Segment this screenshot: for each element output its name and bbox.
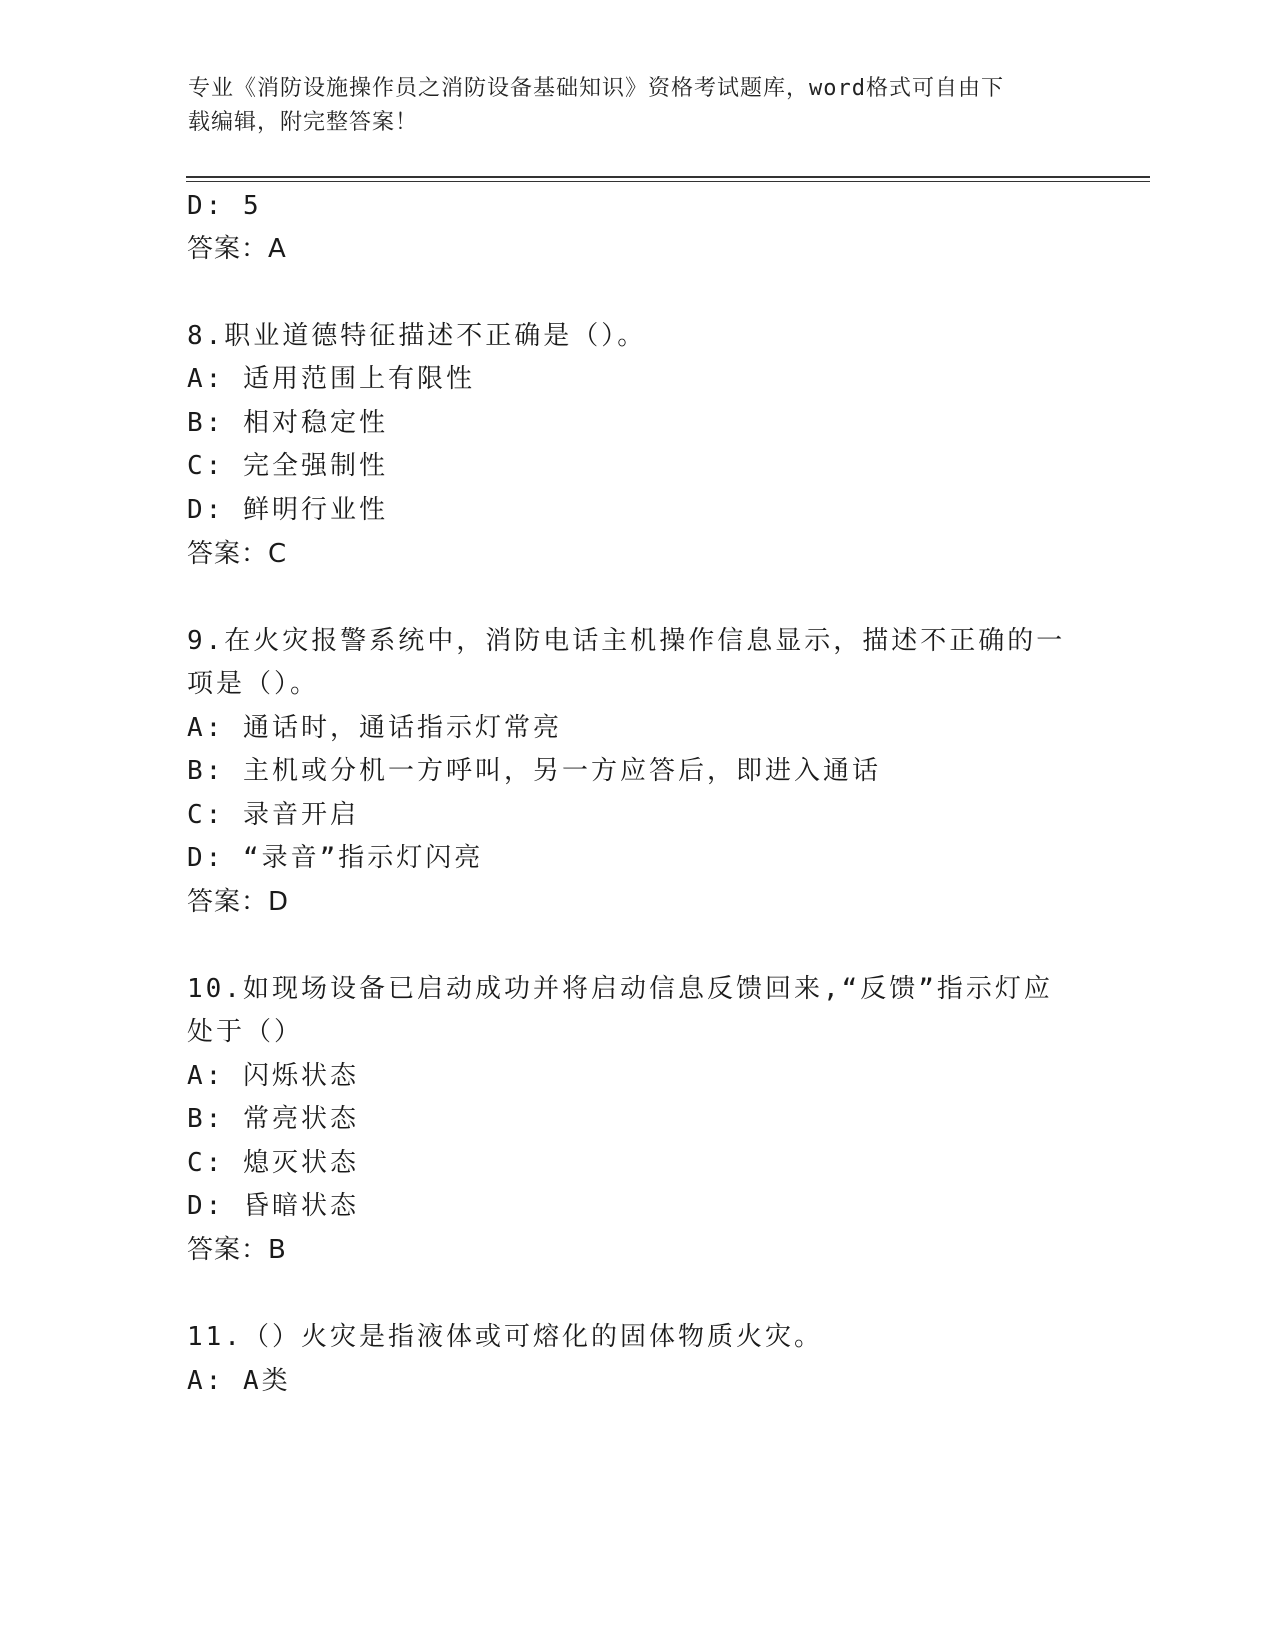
prev-option-d: D: 5 (187, 191, 262, 221)
q10-stem-line-2: 处于（） (187, 1017, 304, 1047)
q8-option-a: A: 适用范围上有限性 (187, 364, 475, 394)
q10-option-a: A: 闪烁状态 (187, 1061, 359, 1091)
q8-answer: 答案：C (187, 539, 288, 569)
q10-option-d: D: 昏暗状态 (187, 1191, 359, 1221)
q10-option-b: B: 常亮状态 (187, 1104, 359, 1134)
q9-option-a: A: 通话时，通话指示灯常亮 (187, 713, 562, 743)
header-line-2: 载编辑，附完整答案！ (188, 110, 419, 135)
q10-stem-line-1: 10.如现场设备已启动成功并将启动信息反馈回来,“反馈”指示灯应 (187, 974, 1053, 1004)
q9-stem-line-1: 9.在火灾报警系统中，消防电话主机操作信息显示，描述不正确的一 (187, 626, 1066, 656)
document-header (188, 72, 1068, 140)
q11-stem: 11.（）火灾是指液体或可熔化的固体物质火灾。 (187, 1322, 823, 1352)
q9-option-c: C: 录音开启 (187, 800, 359, 830)
q9-answer: 答案：D (187, 887, 290, 917)
q8-stem: 8.职业道德特征描述不正确是（）。 (187, 321, 647, 351)
prev-answer: 答案：A (187, 234, 287, 264)
q8-option-d: D: 鲜明行业性 (187, 495, 388, 525)
header-divider-thick (186, 176, 1150, 178)
q10-option-c: C: 熄灭状态 (187, 1148, 359, 1178)
header-divider-thin (186, 181, 1150, 182)
q8-option-c: C: 完全强制性 (187, 451, 388, 481)
q11-option-a: A: A类 (187, 1366, 291, 1396)
q9-option-b: B: 主机或分机一方呼叫，另一方应答后，即进入通话 (187, 756, 881, 786)
q10-answer: 答案：B (187, 1235, 287, 1265)
q9-stem-line-2: 项是（）。 (187, 669, 320, 699)
q9-option-d: D: “录音”指示灯闪亮 (187, 843, 484, 873)
header-line-1: 专业《消防设施操作员之消防设备基础知识》资格考试题库，word格式可自由下 (188, 76, 1004, 101)
q8-option-b: B: 相对稳定性 (187, 408, 388, 438)
